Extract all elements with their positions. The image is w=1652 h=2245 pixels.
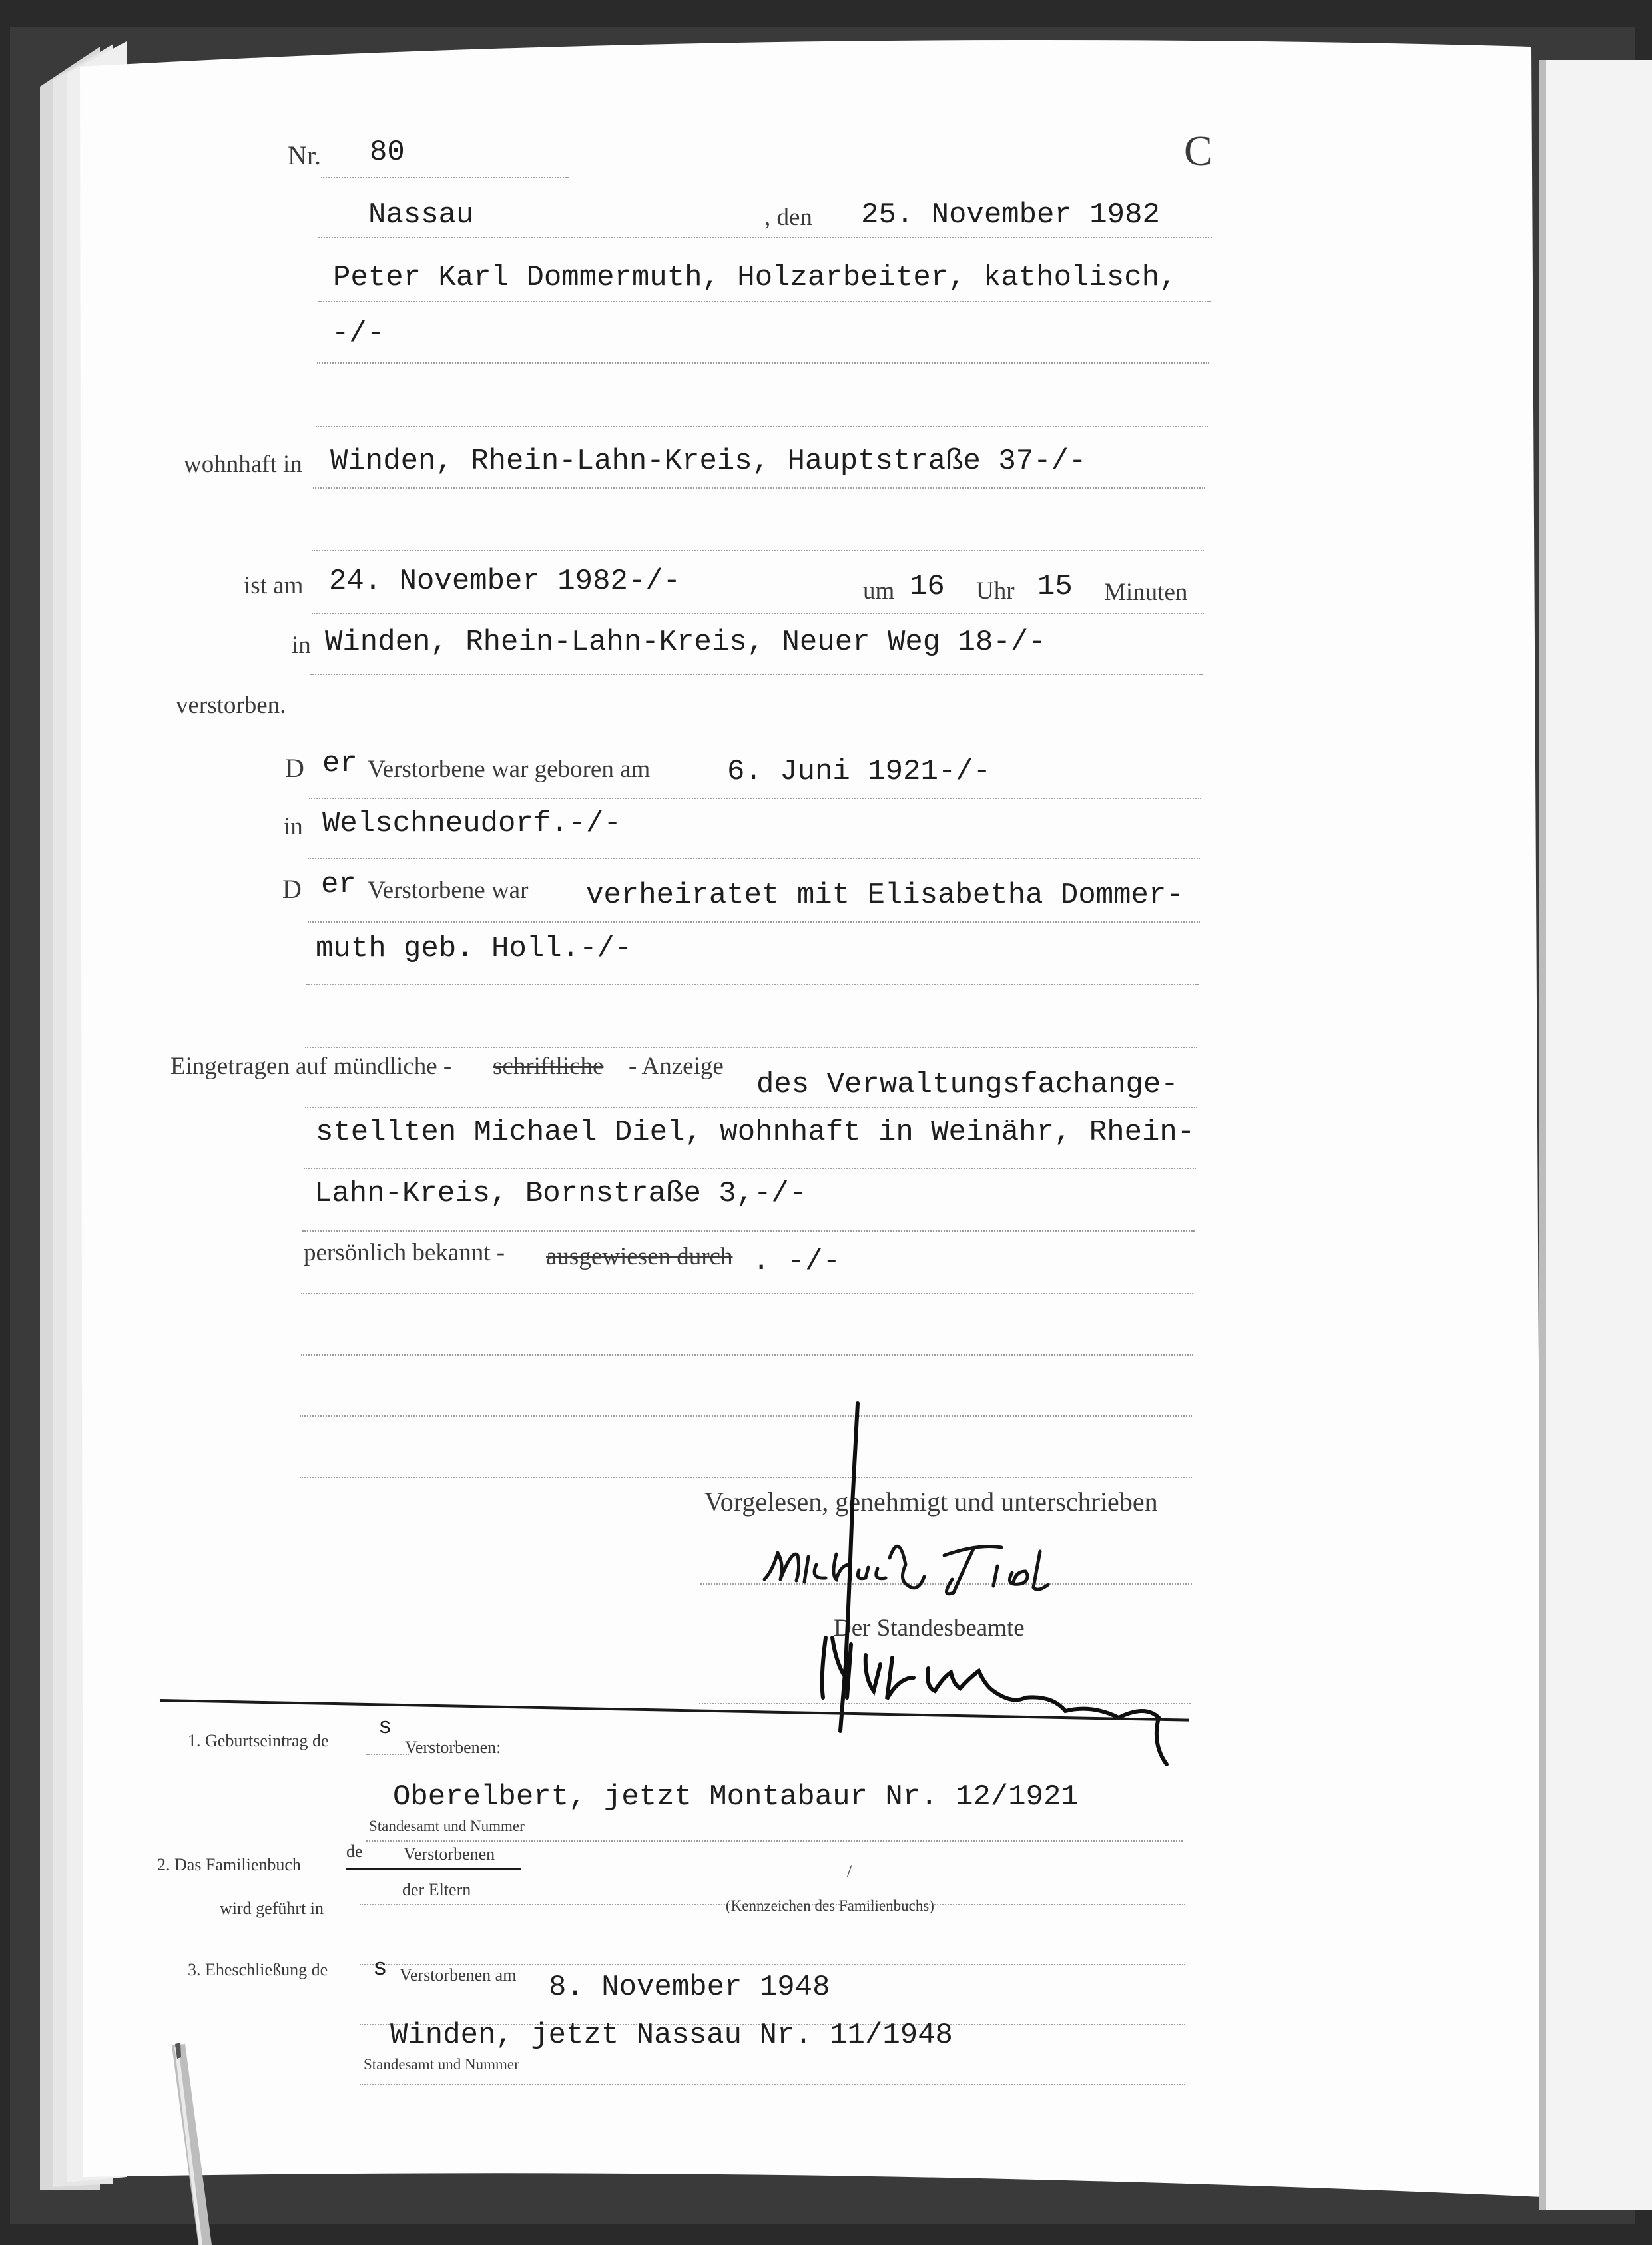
registration-line-3: Lahn-Kreis, Bornstraße 3,-/- <box>314 1177 807 1210</box>
note-2-label: 2. Das Familienbuch <box>157 1855 301 1874</box>
birth-d-label: D <box>285 753 304 783</box>
minuten-label: Minuten <box>1104 579 1188 606</box>
note-1-suffix: Verstorbenen: <box>405 1738 501 1757</box>
death-date-label: ist am <box>244 572 304 599</box>
nr-value: 80 <box>370 136 405 169</box>
note-3-prefix: 3. Eheschließung de <box>188 1960 328 1979</box>
known-struck: ausgewiesen durch <box>546 1243 733 1270</box>
death-place: Winden, Rhein-Lahn-Kreis, Neuer Weg 18-/- <box>325 626 1046 659</box>
note-2-de: de <box>346 1842 363 1861</box>
registration-line-2: stellten Michael Diel, wohnhaft in Weinähr, Rhein- <box>316 1116 1195 1149</box>
verstorben-label: verstorben. <box>176 692 286 719</box>
known-prefix: persönlich bekannt - <box>304 1239 505 1266</box>
death-date: 24. November 1982-/- <box>329 565 681 598</box>
record-date: 25. November 1982 <box>861 198 1160 232</box>
read-approved-label: Vorgelesen, genehmigt und unterschrieben <box>704 1487 1158 1517</box>
um-label: um <box>863 577 895 605</box>
birth-date: 6. Juni 1921-/- <box>727 755 991 788</box>
note-2-wird-label: wird geführt in <box>220 1899 324 1918</box>
known-suffix: . -/- <box>752 1245 841 1278</box>
deceased-line-2: -/- <box>332 317 385 350</box>
marriage-label: Verstorbene war <box>368 877 529 904</box>
note-2-verstorbenen: Verstorbenen <box>404 1844 495 1864</box>
uhr-label: Uhr <box>976 577 1015 605</box>
birth-place-label: in <box>284 813 303 840</box>
birth-place: Welschneudorf.-/- <box>322 807 621 840</box>
registrar-label: Der Standesbeamte <box>834 1615 1025 1642</box>
residence-label: wohnhaft in <box>184 451 302 478</box>
death-place-label: in <box>292 632 311 659</box>
marriage-line-1: verheiratet mit Elisabetha Dommer- <box>586 879 1184 912</box>
den-label: , den <box>764 204 812 231</box>
marriage-er-fill: er <box>321 868 356 901</box>
note-1-value: Oberelbert, jetzt Montabaur Nr. 12/1921 <box>393 1780 1079 1814</box>
registration-suffix: - Anzeige <box>629 1053 724 1080</box>
birth-label: Verstorbene war geboren am <box>368 756 651 783</box>
registration-prefix: Eingetragen auf mündliche - <box>170 1053 452 1080</box>
registration-line-1: des Verwaltungsfachange- <box>756 1068 1179 1101</box>
note-1-fill: s <box>378 1715 392 1740</box>
note-3-value: Winden, jetzt Nassau Nr. 11/1948 <box>390 2019 953 2052</box>
deceased-line-1: Peter Karl Dommermuth, Holzarbeiter, katholisch, <box>333 261 1177 294</box>
marriage-line-2: muth geb. Holl.-/- <box>316 932 633 965</box>
death-hour: 16 <box>910 570 945 603</box>
note-3-fill: s <box>373 1955 388 1982</box>
note-1-standesamt-label: Standesamt und Nummer <box>369 1818 525 1834</box>
death-minute: 15 <box>1037 570 1073 603</box>
note-2-eltern: der Eltern <box>402 1880 471 1899</box>
place-value: Nassau <box>368 198 474 232</box>
note-3-date: 8. November 1948 <box>549 1971 830 2004</box>
residence-value: Winden, Rhein-Lahn-Kreis, Hauptstraße 37-/- <box>330 445 1087 478</box>
note-3-standesamt-label: Standesamt und Nummer <box>364 2056 519 2073</box>
signer-signature <box>764 1546 1048 1594</box>
nr-label: Nr. <box>288 140 321 170</box>
marriage-d-label: D <box>282 874 302 904</box>
registration-struck: schriftliche <box>493 1053 604 1080</box>
note-2-kennzeichen: (Kennzeichen des Familienbuchs) <box>726 1897 934 1914</box>
note-3-suffix: Verstorbenen am <box>400 1965 517 1985</box>
note-2-slash: / <box>847 1862 852 1881</box>
birth-er-fill: er <box>322 747 358 780</box>
form-letter: C <box>1184 127 1213 174</box>
note-1-prefix: 1. Geburtseintrag de <box>188 1731 329 1750</box>
